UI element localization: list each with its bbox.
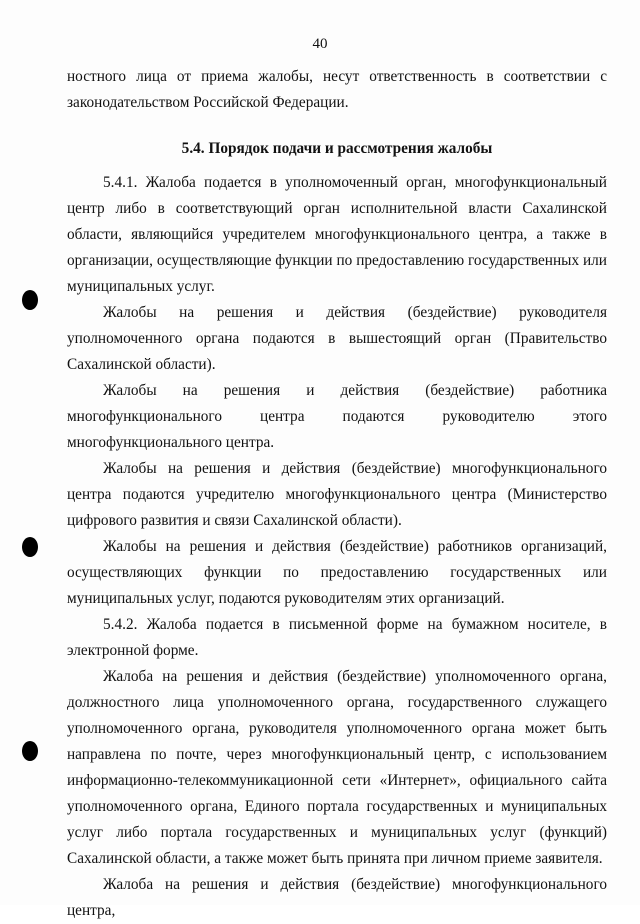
paragraph-continuation: ностного лица от приема жалобы, несут ответственность в соответствии с законодательством Российской Федерации.: [67, 68, 607, 111]
paragraph: Жалобы на решения и действия (бездействие) работников организаций, осуществляющих функции по предоставлению государственных или муниципальных услуг, подаются руководителям этих организаций.: [67, 538, 607, 607]
section-heading: 5.4. Порядок подачи и рассмотрения жалобы: [181, 140, 493, 157]
punch-hole-mark: [22, 741, 38, 761]
paragraph: Жалобы на решения и действия (бездействие) руководителя уполномоченного органа подаются в вышестоящий орган (Правительство Сахалинской области).: [67, 304, 607, 373]
paragraph: Жалоба на решения и действия (бездействие) уполномоченного органа, должностного лица уполномоченного органа, государственного служащего уполномоченного органа, руководителя уполномоченного органа может быть направлена по почте, через многофункциональный центр, с использованием информационно-телекоммуникационной сети «Интернет», официального сайта уполномоченного органа, Единого портала государственных и муниципальных услуг либо портала государственных и муниципальных услуг (функций) Сахалинской области, а также может быть принята при личном приеме заявителя.: [67, 668, 607, 867]
punch-hole-mark: [22, 290, 38, 310]
page-number: 40: [312, 36, 328, 52]
document-body: [67, 64, 607, 924]
paragraph: 5.4.2. Жалоба подается в письменной форме на бумажном носителе, в электронной форме.: [67, 616, 607, 659]
paragraph: 5.4.1. Жалоба подается в уполномоченный орган, многофункциональный центр либо в соответствующий орган исполнительной власти Сахалинской области, являющийся учредителем многофункционального центра, а также в организации, осуществляющие функции по предоставлению государственных или муниципальных услуг.: [67, 174, 607, 295]
paragraph: Жалоба на решения и действия (бездействие) многофункционального центра,: [67, 876, 607, 919]
punch-hole-mark: [22, 537, 38, 557]
paragraph: Жалобы на решения и действия (бездействие) многофункционального центра подаются учредителю многофункционального центра (Министерство цифрового развития и связи Сахалинской области).: [67, 460, 607, 529]
paragraph: Жалобы на решения и действия (бездействие) работника многофункционального центра подаются руководителю этого многофункционального центра.: [67, 382, 607, 451]
